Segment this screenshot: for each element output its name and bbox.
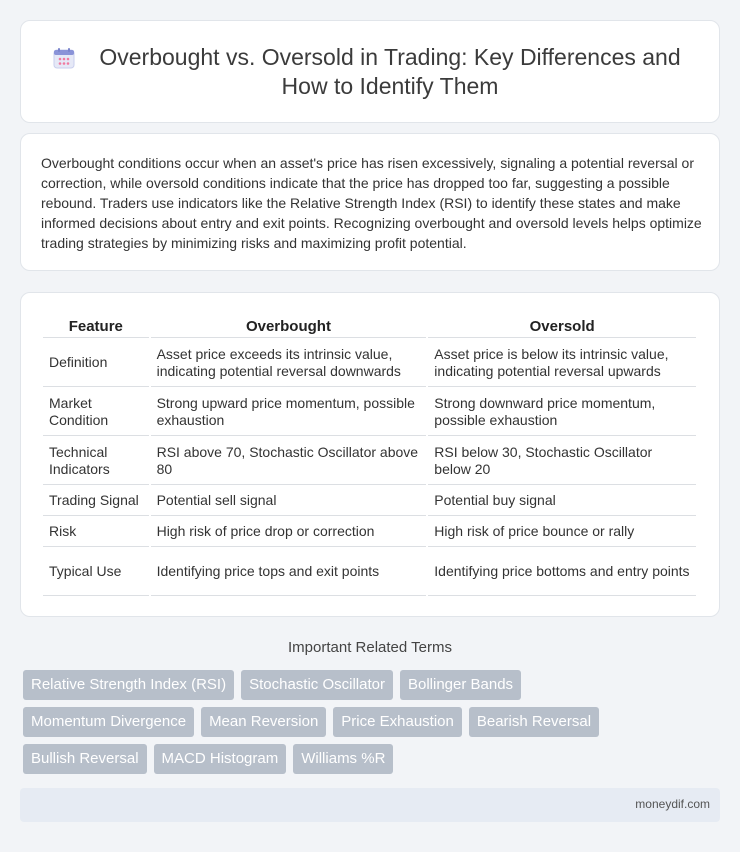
oversold-cell: Asset price is below its intrinsic value, indicating potential reversal upwards bbox=[428, 339, 696, 387]
overbought-cell: High risk of price drop or correction bbox=[151, 517, 427, 547]
table-row bbox=[43, 486, 696, 516]
feature-cell: Technical Indicators bbox=[43, 437, 149, 485]
overbought-cell: Identifying price tops and exit points bbox=[151, 548, 427, 596]
comparison-table-card bbox=[20, 292, 720, 617]
oversold-cell: Strong downward price momentum, possible exhaustion bbox=[428, 388, 696, 436]
related-terms-heading: Important Related Terms bbox=[288, 639, 452, 656]
intro-card bbox=[20, 133, 720, 271]
header-feature: Feature bbox=[43, 315, 149, 338]
tag-momentum-divergence[interactable]: Momentum Divergence bbox=[23, 707, 194, 737]
intro-paragraph: Overbought conditions occur when an asset's price has risen excessively, signaling a potential reversal or correction, while oversold conditions indicate that the price has dropped too far, suggesting a possible rebound. Traders use indicators like the Relative Strength Index (RSI) to identify these states and make informed decisions about entry and exit points. Recognizing overbought and oversold levels helps optimize trading strategies by minimizing risks and maximizing profit potential. bbox=[41, 155, 702, 251]
feature-cell: Risk bbox=[43, 517, 149, 547]
tag-bollinger-bands[interactable]: Bollinger Bands bbox=[400, 670, 521, 700]
tag-bullish-reversal[interactable]: Bullish Reversal bbox=[23, 744, 147, 774]
header-overbought: Overbought bbox=[151, 315, 427, 338]
footer bbox=[20, 788, 720, 822]
feature-cell: Trading Signal bbox=[43, 486, 149, 516]
title-card bbox=[20, 20, 720, 123]
overbought-cell: Asset price exceeds its intrinsic value, indicating potential reversal downwards bbox=[151, 339, 427, 387]
tag-stochastic-oscillator[interactable]: Stochastic Oscillator bbox=[241, 670, 393, 700]
table-row bbox=[43, 437, 696, 485]
table-row bbox=[43, 517, 696, 547]
oversold-cell: Identifying price bottoms and entry points bbox=[428, 548, 696, 596]
table-row bbox=[43, 339, 696, 387]
overbought-cell: Potential sell signal bbox=[151, 486, 427, 516]
header-oversold: Oversold bbox=[428, 315, 696, 338]
tag-williams-r[interactable]: Williams %R bbox=[293, 744, 393, 774]
overbought-cell: Strong upward price momentum, possible exhaustion bbox=[151, 388, 427, 436]
tag-macd-histogram[interactable]: MACD Histogram bbox=[154, 744, 287, 774]
table-header-row bbox=[43, 315, 696, 338]
table-row bbox=[43, 548, 696, 596]
overbought-cell: RSI above 70, Stochastic Oscillator above 80 bbox=[151, 437, 427, 485]
feature-cell: Typical Use bbox=[43, 548, 149, 596]
tag-price-exhaustion[interactable]: Price Exhaustion bbox=[333, 707, 462, 737]
tag-relative-strength-index[interactable]: Relative Strength Index (RSI) bbox=[23, 670, 234, 700]
feature-cell: Market Condition bbox=[43, 388, 149, 436]
tag-mean-reversion[interactable]: Mean Reversion bbox=[201, 707, 326, 737]
oversold-cell: Potential buy signal bbox=[428, 486, 696, 516]
tag-bearish-reversal[interactable]: Bearish Reversal bbox=[469, 707, 599, 737]
related-terms-tags bbox=[23, 670, 683, 781]
oversold-cell: RSI below 30, Stochastic Oscillator below 20 bbox=[428, 437, 696, 485]
comparison-table bbox=[41, 314, 698, 597]
table-row bbox=[43, 388, 696, 436]
footer-site-name: moneydif.com bbox=[635, 797, 710, 811]
page-title: Overbought vs. Oversold in Trading: Key Differences and How to Identify Them bbox=[99, 43, 681, 99]
feature-cell: Definition bbox=[43, 339, 149, 387]
oversold-cell: High risk of price bounce or rally bbox=[428, 517, 696, 547]
